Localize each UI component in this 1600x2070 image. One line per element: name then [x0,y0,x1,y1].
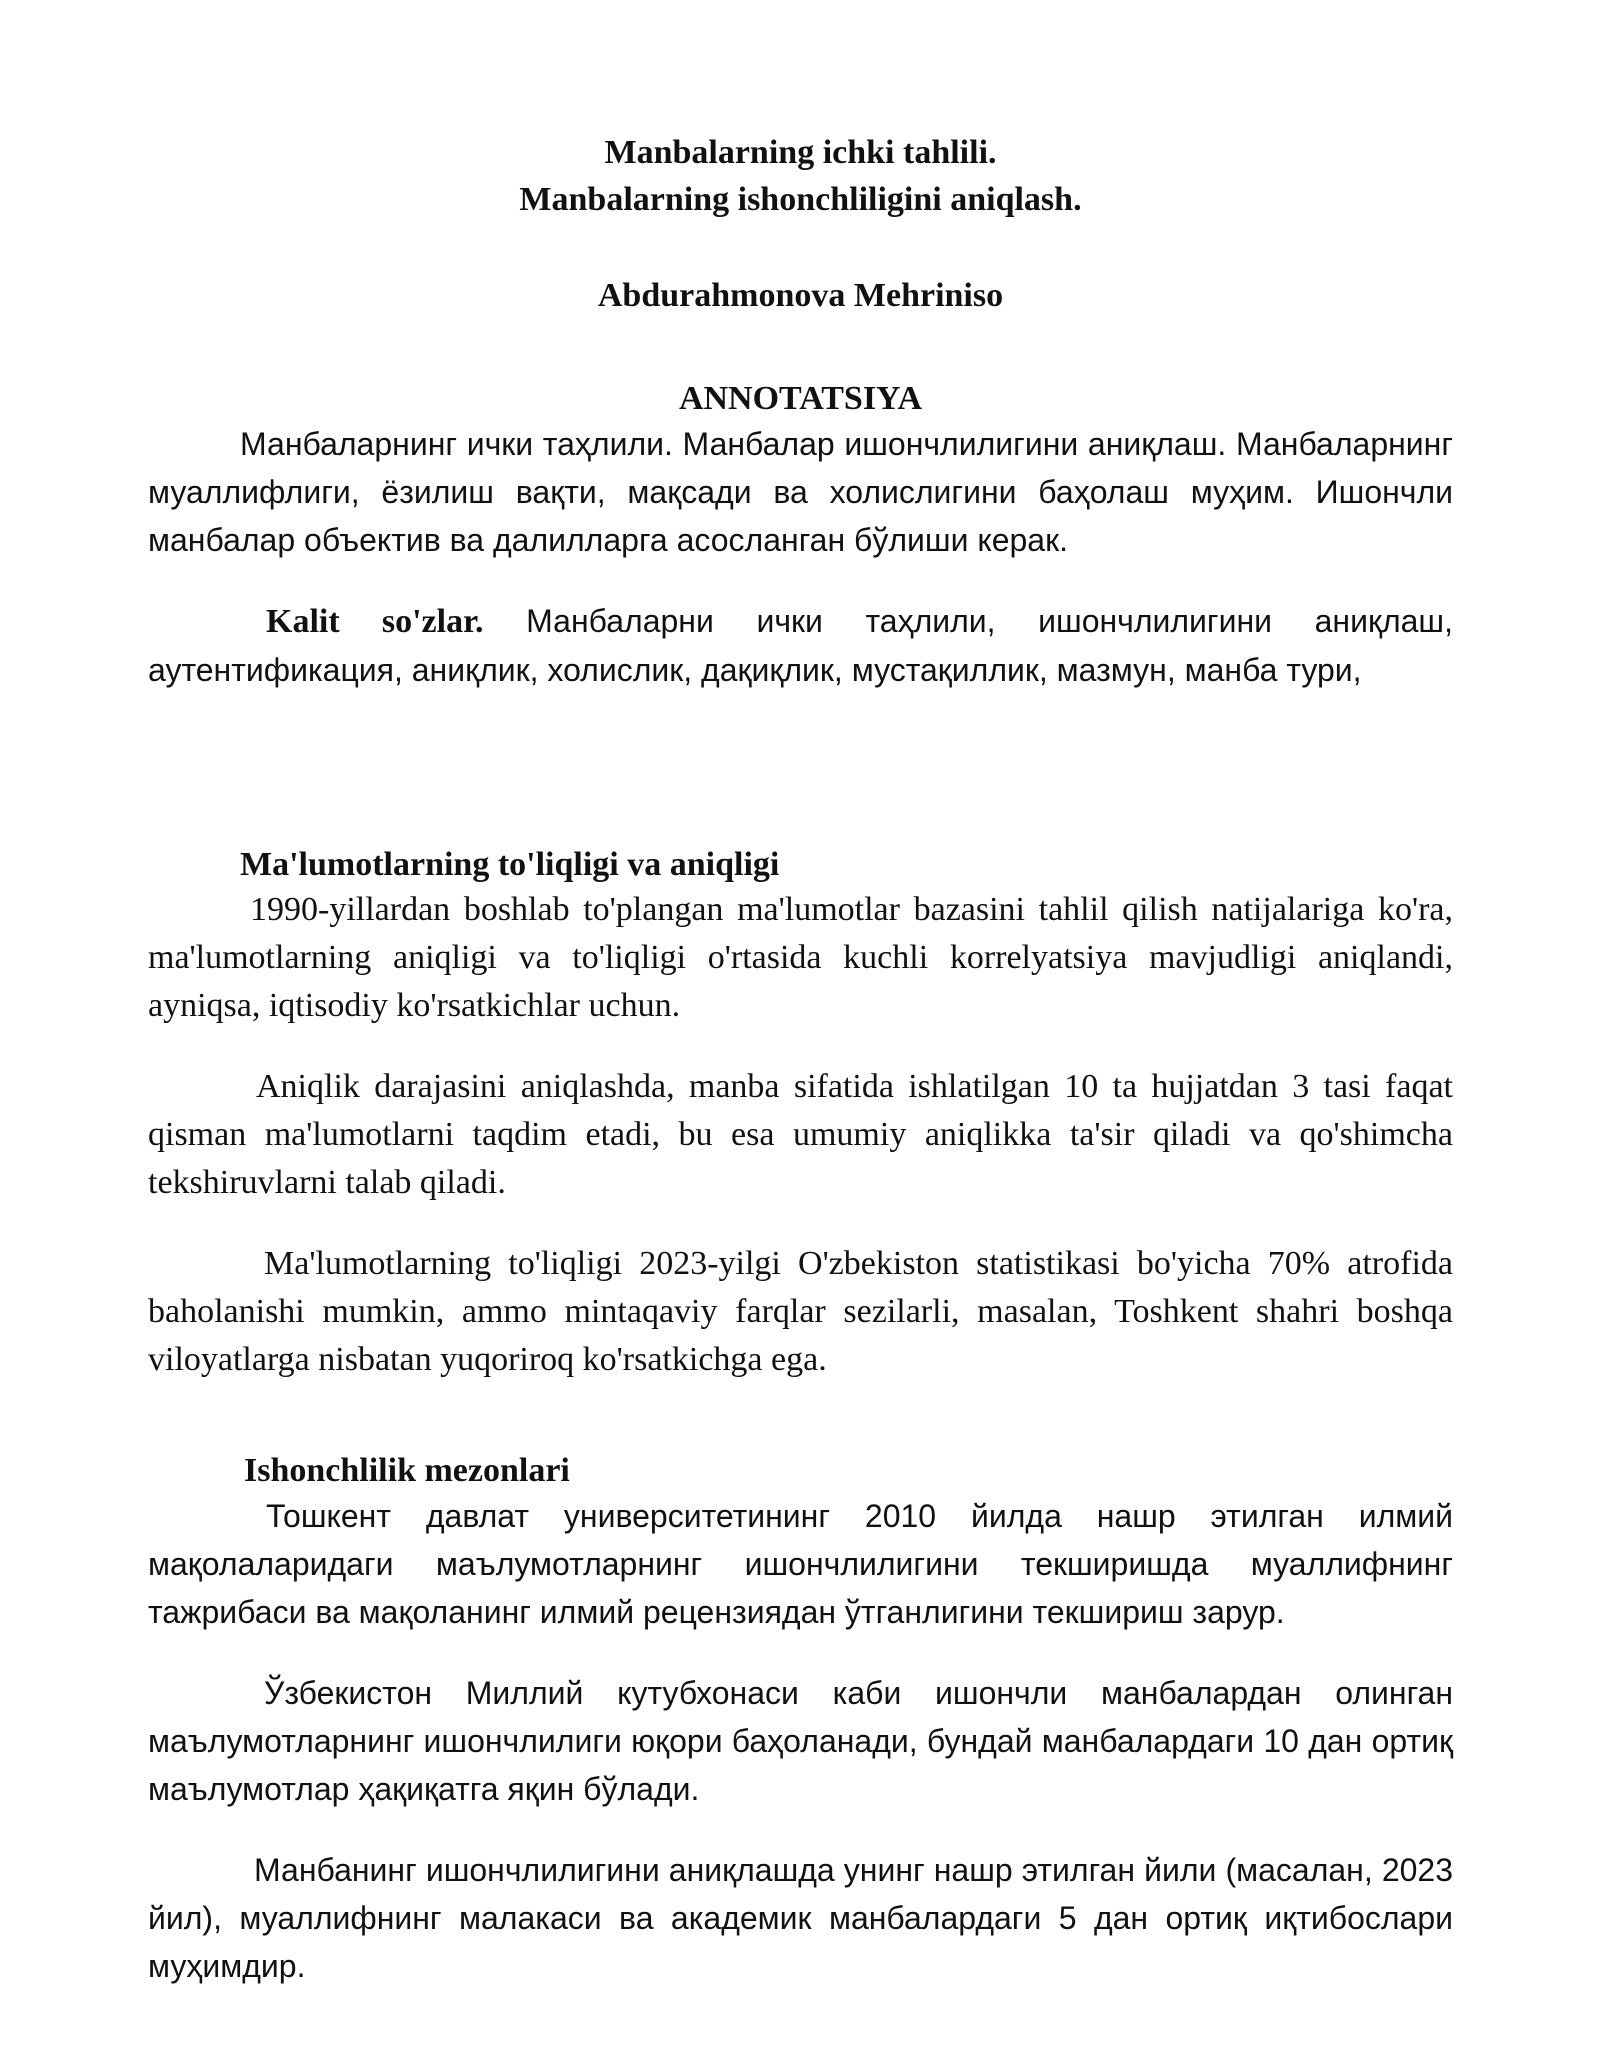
section2-paragraph-2: Ўзбекистон Миллий кутубхонаси каби ишончли манбалардан олинган маълумотларнинг ишончлилиги юқори баҳоланади, бундай манбалардаги 10 дан ортиқ маълумотлар ҳақиқатга яқин бўлади. [148,1675,1453,1807]
section2-paragraph-1: Тошкент давлат университетининг 2010 йилда нашр этилган илмий мақолаларидаги маълумотларнинг ишончлилигини текширишда муаллифнинг тажрибаси ва мақоланинг илмий рецензиядан ўтганлигини текшириш зарур. [148,1498,1453,1630]
section2-paragraph-3: Манбанинг ишончлилигини аниқлашда унинг нашр этилган йили (масалан, 2023 йил), муаллифнинг малакаси ва академик манбалардаги 5 дан ортиқ иқтибослари муҳимдир. [148,1852,1453,1984]
keywords-label: Kalit so'zlar. [266,603,484,640]
annotation-heading: ANNOTATSIYA [678,380,923,417]
section-heading-reliability: Ishonchlilik mezonlari [244,1452,570,1489]
section1-paragraph-3: Ma'lumotlarning to'liqligi 2023-yilgi O'zbekiston statistikasi bo'yicha 70% atrofida baholanishi mumkin, ammo mintaqaviy farqlar sezilarli, masalan, Toshkent shahri boshqa viloyatlarga nisbatan yuqoriroq ko'rsatkichga ega. [148,1245,1453,1378]
document-title-line-2: Manbalarning ishonchliligini aniqlash. [519,181,1082,218]
document-title-line-1: Manbalarning ichki tahlili. [604,134,997,171]
keywords-text: Манбаларни ички таҳлили, ишончлилигини аниқлаш, аутентификация, аниқлик, холислик, дақиқлик, мустақиллик, мазмун, манба тури, [148,603,1453,688]
keywords-paragraph [148,597,1453,694]
section-heading-completeness: Ma'lumotlarning to'liqligi va aniqligi [240,846,780,883]
section1-paragraph-1: 1990-yillardan boshlab to'plangan ma'lumotlar bazasini tahlil qilish natijalariga ko'ra, ma'lumotlarning aniqligi va to'liqligi o'rtasida kuchli korrelyatsiya mavjudligi aniqlandi, ayniqsa, iqtisodiy ko'rsatkichlar uchun. [148,891,1453,1024]
author-name: Abdurahmonova Mehriniso [597,277,1004,314]
annotation-text: Манбаларнинг ички таҳлили. Манбалар ишончлилигини аниқлаш. Манбаларнинг муаллифлиги, ёзилиш вақти, мақсади ва холислигини баҳолаш муҳим. Ишончли манбалар объектив ва далилларга асосланган бўлиши керак. [148,426,1453,558]
section1-paragraph-2: Aniqlik darajasini aniqlashda, manba sifatida ishlatilgan 10 ta hujjatdan 3 tasi faqat qisman ma'lumotlarni taqdim etadi, bu esa umumiy aniqlikka ta'sir qiladi va qo'shimcha tekshiruvlarni talab qiladi. [148,1068,1453,1201]
